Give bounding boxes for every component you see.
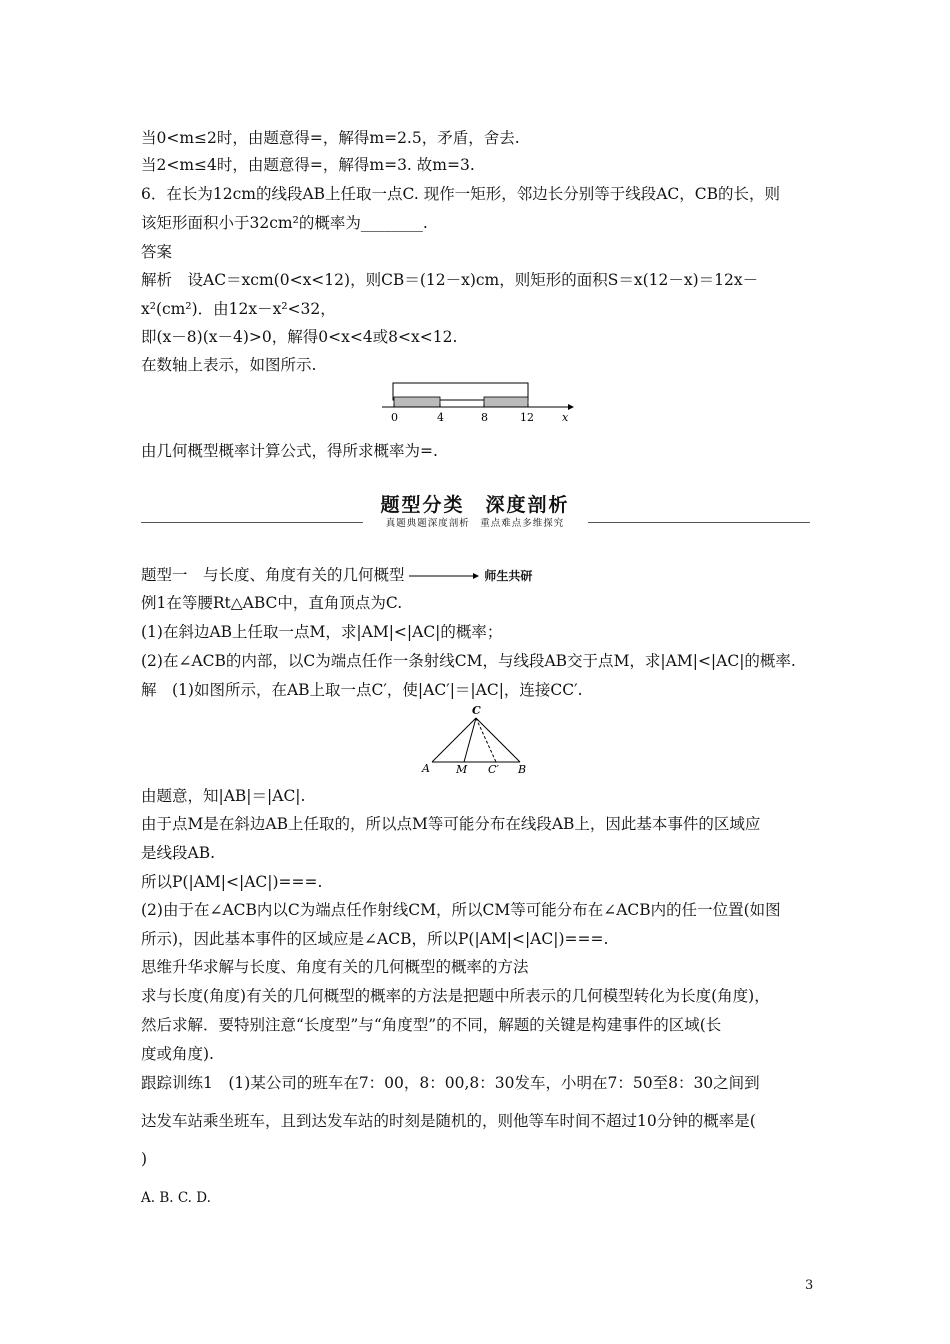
page-number: 3: [805, 1278, 814, 1293]
text-line: 是线段AB.: [141, 844, 216, 862]
type-1-tag: 师生共研: [484, 569, 533, 583]
tick-label: 8: [481, 411, 488, 424]
tracking-line: ): [141, 1150, 148, 1168]
vertex-label-b: B: [518, 763, 527, 776]
type-1-title: 题型一 与长度、角度有关的几何概型: [141, 566, 405, 584]
analysis-line-1: 解析 设AC＝xcm(0<x<12)，则CB＝(12－x)cm，则矩形的面积S＝x(12－x)＝12x－: [141, 271, 759, 289]
tracking-line: 跟踪训练1 (1)某公司的班车在7：00，8：00,8：30发车，小明在7：50至8：30之间到: [141, 1074, 760, 1092]
analysis-line-3: 即(x－8)(x－4)>0，解得0<x<4或8<x<12.: [141, 328, 458, 346]
arrow-icon: [409, 571, 479, 581]
example-1-q2: (2)在∠ACB的内部，以C为端点任作一条射线CM，与线段AB交于点M，求|AM|<|AC|的概率.: [141, 652, 796, 670]
text-line: (2)由于在∠ACB内以C为端点任作射线CM，所以CM等可能分布在∠ACB内的任一位置(如图: [141, 901, 781, 919]
text-line: 由题意，知|AB|＝|AC|.: [141, 787, 306, 805]
analysis-line-2: x²(cm²)．由12x－x²<32，: [141, 300, 336, 318]
text-line: 当0<m≤2时，由题意得=，解得m=2.5，矛盾，舍去.: [141, 129, 520, 147]
problem-6-line-2: 该矩形面积小于32cm²的概率为________.: [141, 214, 428, 232]
tick-label: 0: [391, 411, 398, 424]
section-title: 题型分类 深度剖析: [380, 494, 570, 516]
example-1-q1: (1)在斜边AB上任取一点M，求|AM|<|AC|的概率；: [141, 623, 503, 641]
point-label-m: M: [456, 763, 468, 776]
vertex-label-c: C: [472, 704, 481, 717]
section-subtitle-wrap: [0, 515, 950, 529]
point-label-c-prime: C′: [488, 763, 499, 776]
tick-label: 4: [437, 411, 444, 424]
tick-label: 12: [520, 411, 534, 424]
section-subtitle: 真题典题深度剖析 重点难点多维探究: [380, 518, 571, 529]
number-line-figure: [380, 378, 580, 428]
answer-label: 答案: [141, 243, 173, 261]
triangle-figure: [418, 702, 538, 776]
solution-1: 解 (1)如图所示，在AB上取一点C′，使|AC′|＝|AC|，连接CC′.: [141, 681, 583, 699]
thinking-title: 思维升华求解与长度、角度有关的几何概型的概率的方法: [141, 958, 529, 976]
text-line: 所示)，因此基本事件的区域应是∠ACB，所以P(|AM|<|AC|)===.: [141, 930, 609, 948]
example-1: 例1在等腰Rt△ABC中，直角顶点为C.: [141, 594, 403, 612]
answer-choices: A. B. C. D.: [141, 1190, 211, 1206]
tracking-line: 达发车站乘坐班车，且到达发车站的时刻是随机的，则他等车时间不超过10分钟的概率是(: [141, 1112, 756, 1130]
axis-label: x: [562, 411, 569, 424]
analysis-line-4: 在数轴上表示，如图所示.: [141, 356, 317, 374]
type-1-heading: [141, 565, 532, 586]
text-line: 所以P(|AM|<|AC|)===.: [141, 873, 323, 891]
vertex-label-a: A: [422, 762, 430, 775]
analysis-conclusion: 由几何概型概率计算公式，得所求概率为=.: [141, 442, 438, 460]
problem-6-line-1: 6．在长为12cm的线段AB上任取一点C. 现作一矩形，邻边长分别等于线段AC，CB的长，则: [141, 185, 781, 203]
thinking-line: 求与长度(角度)有关的几何概型的概率的方法是把题中所表示的几何模型转化为长度(角度)，: [141, 987, 770, 1005]
text-line: 当2<m≤4时，由题意得=，解得m=3. 故m=3.: [141, 156, 475, 174]
thinking-line: 然后求解．要特别注意“长度型”与“角度型”的不同，解题的关键是构建事件的区域(长: [141, 1016, 722, 1034]
thinking-line: 度或角度).: [141, 1045, 214, 1063]
text-line: 由于点M是在斜边AB上任取的，所以点M等可能分布在线段AB上，因此基本事件的区域应: [141, 815, 761, 833]
